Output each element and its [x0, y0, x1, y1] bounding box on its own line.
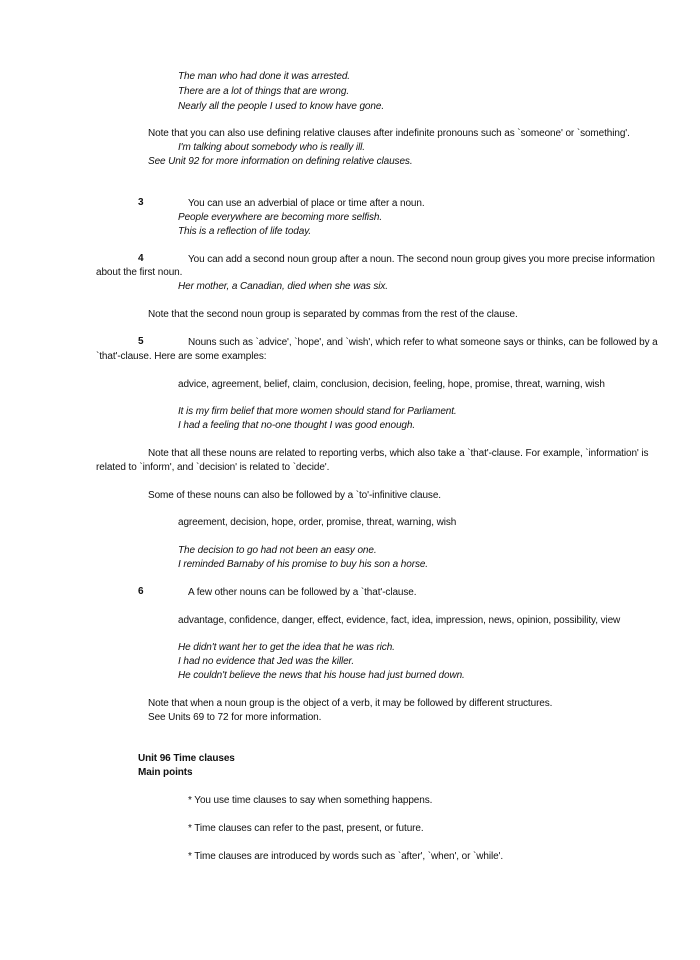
section-number-6: 6: [138, 586, 144, 597]
main-point: * Time clauses are introduced by words such as `after', `when', or `while'.: [188, 851, 504, 862]
noun-word-list: advice, agreement, belief, claim, conclusion, decision, feeling, hope, promise, threat, warning, wish: [178, 379, 605, 390]
section-6-note-line1: Note that when a noun group is the object of a verb, it may be followed by different structures.: [148, 698, 553, 709]
example-sentence: He didn't want her to get the idea that he was rich.: [178, 642, 395, 653]
section-4-text-line2: about the first noun.: [96, 267, 183, 278]
main-point: * You use time clauses to say when something happens.: [188, 795, 433, 806]
section-5-text-line1: Nouns such as `advice', `hope', and `wish', which refer to what someone says or thinks, can be followed by a: [188, 337, 658, 348]
example-sentence: The man who had done it was arrested.: [178, 71, 350, 82]
section-5-note-line1: Note that all these nouns are related to reporting verbs, which also take a `that'-clause. For example, `information' is: [148, 448, 649, 459]
example-sentence: Her mother, a Canadian, died when she was six.: [178, 281, 388, 292]
section-3-text: You can use an adverbial of place or time after a noun.: [188, 198, 425, 209]
section-number-5: 5: [138, 336, 144, 347]
section-4-note: Note that the second noun group is separated by commas from the rest of the clause.: [148, 309, 518, 320]
example-sentence: I reminded Barnaby of his promise to buy his son a horse.: [178, 559, 428, 570]
example-sentence: People everywhere are becoming more selfish.: [178, 212, 383, 223]
see-reference: See Unit 92 for more information on defining relative clauses.: [148, 156, 413, 167]
noun-word-list: agreement, decision, hope, order, promise, threat, warning, wish: [178, 517, 457, 528]
section-number-3: 3: [138, 197, 144, 208]
section-4-text-line1: You can add a second noun group after a noun. The second noun group gives you more precise information: [188, 254, 655, 265]
section-number-4: 4: [138, 253, 144, 264]
unit-title: Unit 96 Time clauses: [138, 753, 235, 764]
example-sentence: I'm talking about somebody who is really ill.: [178, 142, 365, 153]
example-sentence: The decision to go had not been an easy one.: [178, 545, 377, 556]
example-sentence: There are a lot of things that are wrong.: [178, 86, 349, 97]
example-sentence: I had a feeling that no-one thought I was good enough.: [178, 420, 416, 431]
note-defining-clauses: Note that you can also use defining relative clauses after indefinite pronouns such as `someone' or `something'.: [148, 128, 630, 139]
example-sentence: I had no evidence that Jed was the killer.: [178, 656, 355, 667]
example-sentence: It is my firm belief that more women should stand for Parliament.: [178, 406, 457, 417]
example-sentence: He couldn't believe the news that his house had just burned down.: [178, 670, 465, 681]
noun-word-list: advantage, confidence, danger, effect, evidence, fact, idea, impression, news, opinion, possibility, view: [178, 615, 621, 626]
example-sentence: This is a reflection of life today.: [178, 226, 312, 237]
unit-subtitle: Main points: [138, 767, 193, 778]
example-sentence: Nearly all the people I used to know have gone.: [178, 101, 384, 112]
section-5-note2: Some of these nouns can also be followed by a `to'-infinitive clause.: [148, 490, 441, 501]
section-5-text-line2: `that'-clause. Here are some examples:: [96, 351, 267, 362]
section-5-note-line2: related to `inform', and `decision' is related to `decide'.: [96, 462, 330, 473]
main-point: * Time clauses can refer to the past, present, or future.: [188, 823, 424, 834]
section-6-note-line2: See Units 69 to 72 for more information.: [148, 712, 322, 723]
section-6-text: A few other nouns can be followed by a `that'-clause.: [188, 587, 417, 598]
